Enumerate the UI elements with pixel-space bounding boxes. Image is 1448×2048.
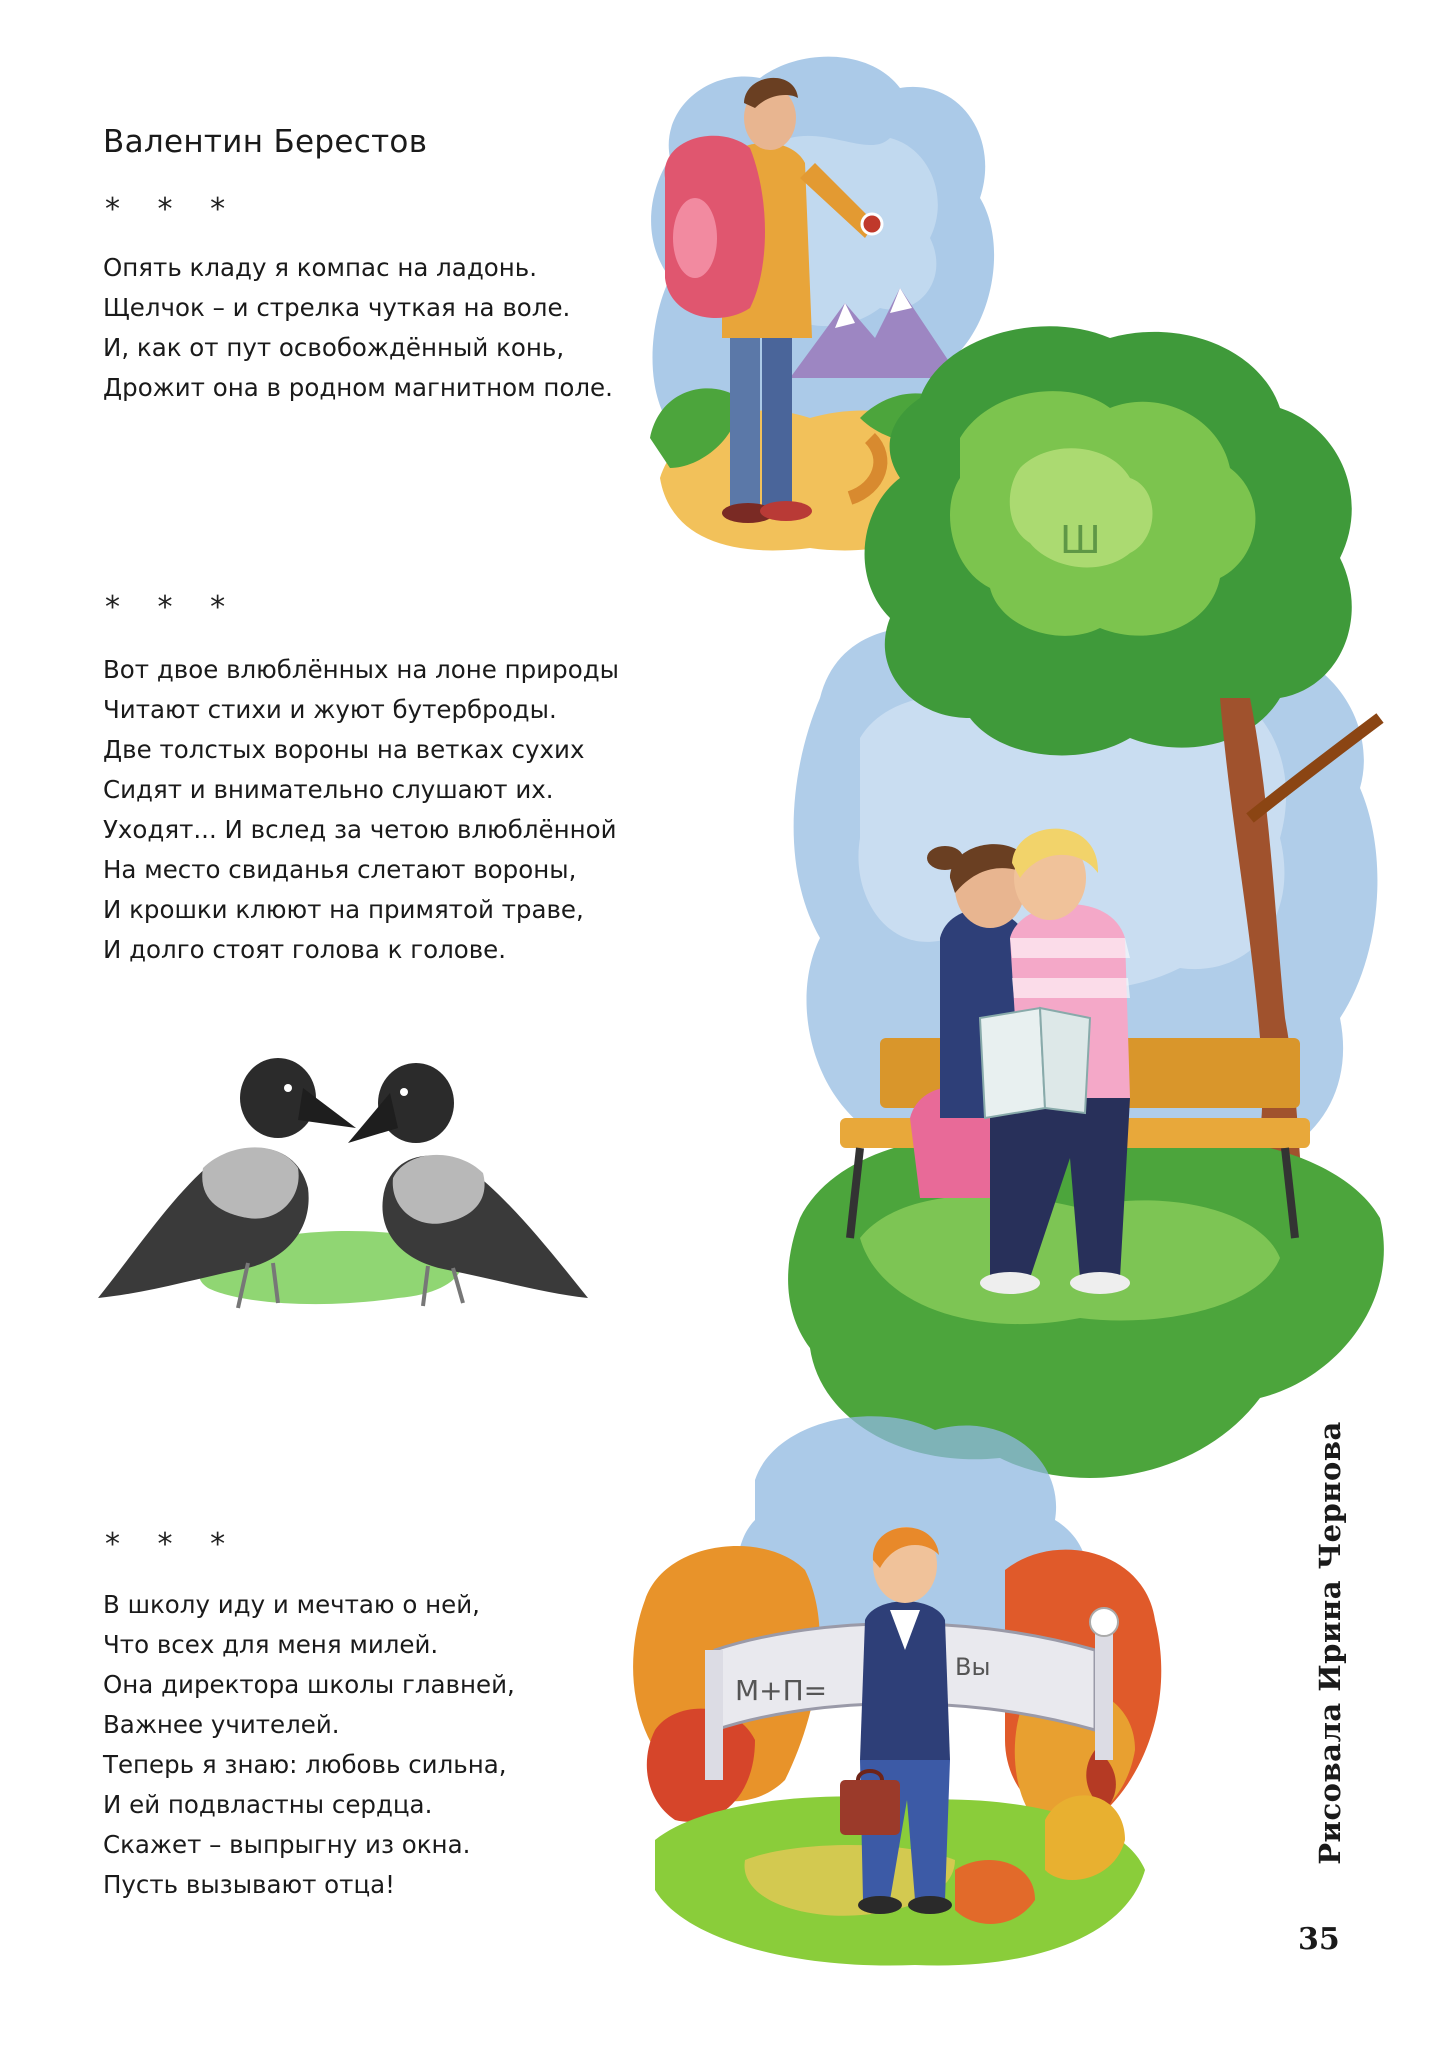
poem-line: И долго стоят голова к голове. bbox=[103, 935, 507, 964]
poem-line: Скажет – выпрыгну из окна. bbox=[103, 1830, 471, 1859]
poem-3-separator: * * * bbox=[105, 1527, 240, 1562]
poem-1 bbox=[103, 248, 613, 408]
board-text-2: Вы bbox=[955, 1653, 991, 1681]
poem-line: Уходят... И вслед за четою влюблённой bbox=[103, 815, 617, 844]
poem-line: Важнее учителей. bbox=[103, 1710, 340, 1739]
poem-line: Опять кладу я компас на ладонь. bbox=[103, 253, 537, 282]
poem-line: В школу иду и мечтаю о ней, bbox=[103, 1590, 480, 1619]
poem-line: Читают стихи и жуют бутерброды. bbox=[103, 695, 557, 724]
poem-line: На место свиданья слетают вороны, bbox=[103, 855, 577, 884]
poem-line: Она директора школы главней, bbox=[103, 1670, 515, 1699]
schoolboy-illustration bbox=[625, 1400, 1185, 1980]
poem-line: Две толстых вороны на ветках сухих bbox=[103, 735, 585, 764]
poem-2-separator: * * * bbox=[105, 590, 240, 625]
poem-line: И, как от пут освобождённый конь, bbox=[103, 333, 565, 362]
poem-line: Щелчок – и стрелка чуткая на воле. bbox=[103, 293, 571, 322]
crows-illustration bbox=[98, 1048, 598, 1328]
poem-1-separator: * * * bbox=[105, 192, 240, 227]
poem-2 bbox=[103, 650, 619, 970]
poem-line: Теперь я знаю: любовь сильна, bbox=[103, 1750, 507, 1779]
illustrator-credit-text: Рисовала Ирина Чернова bbox=[1313, 1420, 1348, 1865]
poem-3 bbox=[103, 1585, 515, 1905]
poem-line: И крошки клюют на примятой траве, bbox=[103, 895, 584, 924]
page-number: 35 bbox=[1298, 1922, 1340, 1957]
poem-line: Пусть вызывают отца! bbox=[103, 1870, 395, 1899]
poem-line: Что всех для меня милей. bbox=[103, 1630, 439, 1659]
author-name: Валентин Берестов bbox=[103, 124, 428, 160]
poem-line: Дрожит она в родном магнитном поле. bbox=[103, 373, 613, 402]
board-text: М+П= bbox=[735, 1674, 828, 1707]
svg-text:Ш: Ш bbox=[1060, 518, 1101, 562]
poem-line: Сидят и внимательно слушают их. bbox=[103, 775, 554, 804]
couple-illustration bbox=[780, 318, 1410, 1493]
poem-line: И ей подвластны сердца. bbox=[103, 1790, 433, 1819]
poem-line: Вот двое влюблённых на лоне природы bbox=[103, 655, 619, 684]
illustrator-credit bbox=[1302, 1405, 1358, 1880]
